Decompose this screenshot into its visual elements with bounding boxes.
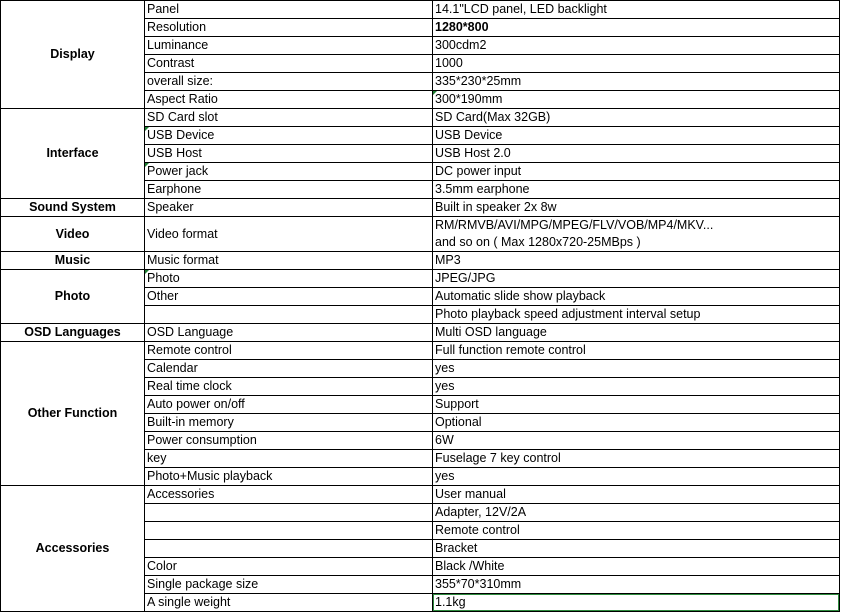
category-photo: Photo: [1, 270, 145, 324]
spec-item: [145, 540, 433, 558]
spec-value: User manual: [433, 486, 840, 504]
spec-item: Color: [145, 558, 433, 576]
spec-item: Calendar: [145, 360, 433, 378]
spec-item: [145, 504, 433, 522]
spec-item: OSD Language: [145, 324, 433, 342]
spec-value-continued: and so on ( Max 1280x720-25MBps ): [435, 235, 641, 249]
spec-value: yes: [433, 468, 840, 486]
table-row: [1, 199, 840, 217]
spec-item: Panel: [145, 1, 433, 19]
spec-value: Bracket: [433, 540, 840, 558]
spec-item: SD Card slot: [145, 109, 433, 127]
spec-item: overall size:: [145, 73, 433, 91]
spec-value: Automatic slide show playback: [433, 288, 840, 306]
spec-item: Contrast: [145, 55, 433, 73]
category-accessories: Accessories: [1, 486, 145, 612]
table-row: [1, 109, 840, 127]
spec-value: Fuselage 7 key control: [433, 450, 840, 468]
spec-item: Photo+Music playback: [145, 468, 433, 486]
spec-item: Power consumption: [145, 432, 433, 450]
category-sound-system: Sound System: [1, 199, 145, 217]
spec-item: [145, 306, 433, 324]
spec-value: 1280*800: [433, 19, 840, 37]
table-row: [1, 342, 840, 360]
spec-item: Other: [145, 288, 433, 306]
spec-value: Black /White: [433, 558, 840, 576]
spec-item: Speaker: [145, 199, 433, 217]
spec-item: Power jack: [145, 163, 433, 181]
spec-value: 14.1"LCD panel, LED backlight: [433, 1, 840, 19]
selected-cell[interactable]: 1.1kg: [433, 594, 840, 612]
table-row: [1, 270, 840, 288]
spec-item: A single weight: [145, 594, 433, 612]
table-row: [1, 324, 840, 342]
spec-value: Photo playback speed adjustment interval setup: [433, 306, 840, 324]
category-interface: Interface: [1, 109, 145, 199]
spec-value: Adapter, 12V/2A: [433, 504, 840, 522]
spec-value: 300*190mm: [433, 91, 840, 109]
category-other-function: Other Function: [1, 342, 145, 486]
spec-item: Resolution: [145, 19, 433, 37]
spec-value: 3.5mm earphone: [433, 181, 840, 199]
spec-value: 335*230*25mm: [433, 73, 840, 91]
spec-value: MP3: [433, 252, 840, 270]
spec-item: USB Host: [145, 145, 433, 163]
table-row: [1, 252, 840, 270]
spec-value: DC power input: [433, 163, 840, 181]
category-osd-languages: OSD Languages: [1, 324, 145, 342]
spec-item: Single package size: [145, 576, 433, 594]
spec-item: [145, 522, 433, 540]
spec-value: Support: [433, 396, 840, 414]
spec-value-multiline: [433, 217, 840, 252]
category-music: Music: [1, 252, 145, 270]
spec-item: Video format: [145, 217, 433, 252]
spec-item: Real time clock: [145, 378, 433, 396]
spec-item: Luminance: [145, 37, 433, 55]
table-row: [1, 217, 840, 252]
spec-value: 355*70*310mm: [433, 576, 840, 594]
spec-value: 1000: [433, 55, 840, 73]
spec-value: Optional: [433, 414, 840, 432]
spec-value: yes: [433, 360, 840, 378]
spec-value: SD Card(Max 32GB): [433, 109, 840, 127]
spec-value: Built in speaker 2x 8w: [433, 199, 840, 217]
spec-item: Auto power on/off: [145, 396, 433, 414]
spec-value: yes: [433, 378, 840, 396]
spec-value: Multi OSD language: [433, 324, 840, 342]
spec-item: Music format: [145, 252, 433, 270]
table-row: [1, 486, 840, 504]
table-row: [1, 1, 840, 19]
spec-item: USB Device: [145, 127, 433, 145]
spec-value: USB Device: [433, 127, 840, 145]
spec-item: Photo: [145, 270, 433, 288]
category-video: Video: [1, 217, 145, 252]
spec-item: Earphone: [145, 181, 433, 199]
spec-value: Full function remote control: [433, 342, 840, 360]
spec-value: 6W: [433, 432, 840, 450]
spec-value: 300cdm2: [433, 37, 840, 55]
spec-value: Remote control: [433, 522, 840, 540]
spec-value: USB Host 2.0: [433, 145, 840, 163]
spec-value: RM/RMVB/AVI/MPG/MPEG/FLV/VOB/MP4/MKV...: [435, 218, 714, 232]
spec-item: Accessories: [145, 486, 433, 504]
spec-item: Remote control: [145, 342, 433, 360]
spec-value: JPEG/JPG: [433, 270, 840, 288]
spec-item: Built-in memory: [145, 414, 433, 432]
spec-item: key: [145, 450, 433, 468]
category-display: Display: [1, 1, 145, 109]
spec-item: Aspect Ratio: [145, 91, 433, 109]
